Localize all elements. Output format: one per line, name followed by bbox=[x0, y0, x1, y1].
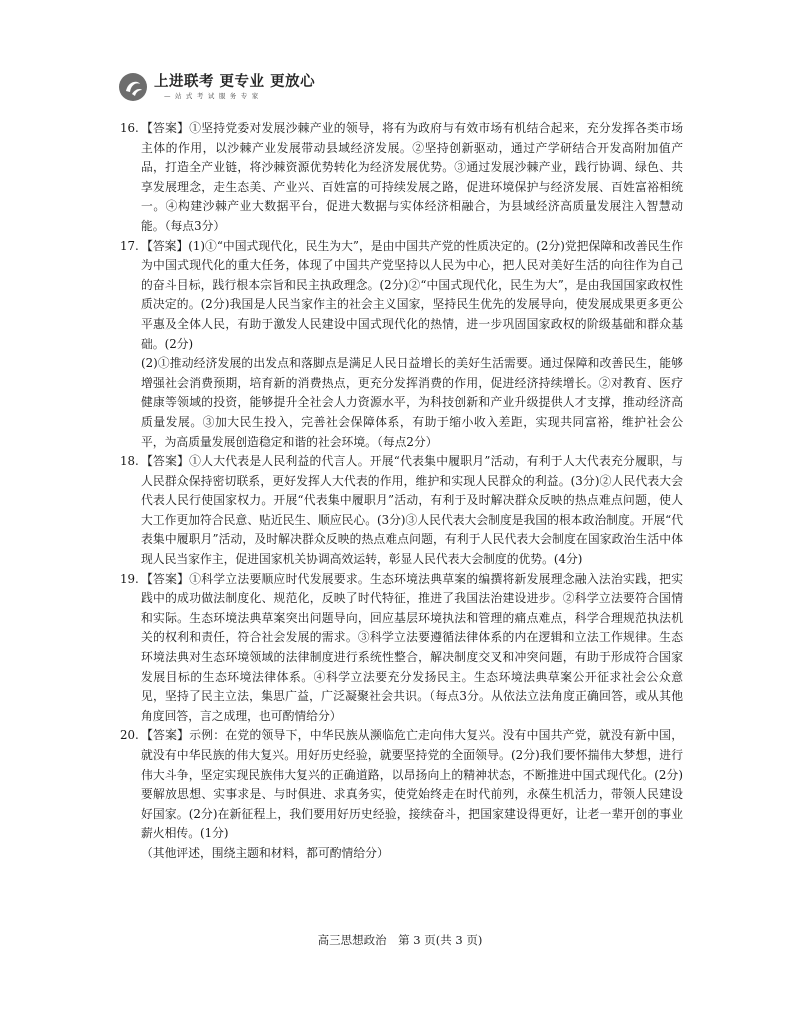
header bbox=[118, 72, 315, 102]
brand-logo-icon bbox=[118, 72, 148, 102]
question-number: 19. bbox=[120, 571, 139, 586]
answer-list bbox=[120, 119, 683, 864]
answer-20 bbox=[120, 726, 683, 844]
answer-19 bbox=[120, 570, 683, 727]
brand-name: 上进联考 更专业 更放心 bbox=[154, 73, 316, 90]
answer-17 bbox=[120, 237, 683, 355]
answer-16 bbox=[120, 119, 683, 237]
answer-17-part-2: (2)①推动经济发展的出发点和落脚点是满足人民日益增长的美好生活需要。通过保障和改善民生，能够增强社会消费预期，培育新的消费热点，更充分发挥消费的作用，促进经济持续增长。②对教育、医疗健康等领域的投资，能够提升全社会人力资源水平，为科技创新和产业升级提供人才支撑，推动经济高质量发展。③加大民生投入，完善社会保障体系，有助于缩小收入差距，实现共同富裕，维护社会公平，为高质量发展创造稳定和谐的社会环境。（每点2分） bbox=[141, 356, 683, 449]
question-number: 18. bbox=[120, 454, 139, 469]
answer-text: 【答案】①坚持党委对发展沙棘产业的领导，将有为政府与有效市场有机结合起来，充分发挥各类市场主体的作用，以沙棘产业发展带动县域经济发展。②坚持创新驱动，通过产学研结合开发高附加值产品，打造全产业链，将沙棘资源优势转化为经济发展优势。③通过发展沙棘产业，践行协调、绿色、共享发展理念，走生态美、产业兴、百姓富的可持续发展之路，促进环境保护与经济发展、百姓富裕相统一。④构建沙棘产业大数据平台，促进大数据与实体经济相融合，为县域经济高质量发展注入智慧动能。（每点3分） bbox=[141, 121, 683, 233]
brand-tagline: — 站 式 考 试 服 务 专 家 bbox=[164, 91, 260, 100]
answer-text: 【答案】①人大代表是人民利益的代言人。开展“代表集中履职月”活动，有利于人大代表充分履职，与人民群众保持密切联系，更好发挥人大代表的作用，维护和实现人民群众的利益。(3分)②人民代表大会代表人民行使国家权力。开展“代表集中履职月”活动，有利于及时解决群众反映的热点难点问题，使人大工作更加符合民意、贴近民生、顺应民心。(3分)③人民代表大会制度是我国的根本政治制度。开展“代表集中履职月”活动，及时解决群众反映的热点难点问题，有利于人民代表大会制度在国家政治生活中体现人民当家作主，促进国家机关协调高效运转，彰显人民代表大会制度的优势。(4分) bbox=[141, 454, 683, 567]
answer-20-note: （其他评述，围绕主题和材料，都可酌情给分） bbox=[141, 845, 389, 860]
question-number: 16. bbox=[120, 121, 139, 135]
answer-18 bbox=[120, 452, 683, 570]
answer-text: 【答案】示例：在党的领导下，中华民族从濒临危亡走向伟大复兴。没有中国共产党，就没有新中国，就没有中华民族的伟大复兴。用好历史经验，就要坚持党的全面领导。(2分)我们要怀揣伟大梦想，进行伟大斗争，坚定实现民族伟大复兴的正确道路，以昂扬向上的精神状态，不断推进中国式现代化。(2分)要解放思想、实事求是、与时俱进、求真务实，使党始终走在时代前列，永葆生机活力，带领人民建设好国家。(2分)在新征程上，我们要用好历史经验，接续奋斗，把国家建设得更好，让老一辈开创的事业薪火相传。(1分) bbox=[141, 728, 683, 841]
question-number: 17. bbox=[120, 238, 139, 253]
answer-text: 【答案】(1)①“中国式现代化，民生为大”，是由中国共产党的性质决定的。(2分)党把保障和改善民生作为中国式现代化的重大任务，体现了中国共产党坚持以人民为中心，把人民对美好生活的向往作为自己的奋斗目标，践行根本宗旨和民主执政理念。(2分)②“中国式现代化，民生为大”，是由我国国家政权性质决定的。(2分)我国是人民当家作主的社会主义国家，坚持民生优先的发展导向，使发展成果更多更公平惠及全体人民，有助于激发人民建设中国式现代化的热情，进一步巩固国家政权的阶级基础和群众基础。(2分) bbox=[141, 238, 683, 351]
answer-text: 【答案】①科学立法要顺应时代发展要求。生态环境法典草案的编撰将新发展理念融入法治实践，把实践中的成功做法制度化、规范化，反映了时代特征，推进了我国法治建设进步。②科学立法要符合国情和实际。生态环境法典草案突出问题导向，回应基层环境执法和管理的痛点难点，科学合理规范执法机关的权利和责任，符合社会发展的需求。③科学立法要遵循法律体系的内在逻辑和立法工作规律。生态环境法典对生态环境领域的法律制度进行系统性整合，解决制度交叉和冲突问题，有助于形成符合国家发展目标的生态环境法律体系。④科学立法要充分发扬民主。生态环境法典草案公开征求社会公众意见，坚持了民主立法，集思广益，广泛凝聚社会共识。（每点3分。从依法立法角度正确回答，或从其他角度回答，言之成理，也可酌情给分） bbox=[141, 571, 683, 723]
question-number: 20. bbox=[120, 728, 139, 743]
page-footer: 高三思想政治 第 3 页(共 3 页) bbox=[317, 933, 483, 947]
